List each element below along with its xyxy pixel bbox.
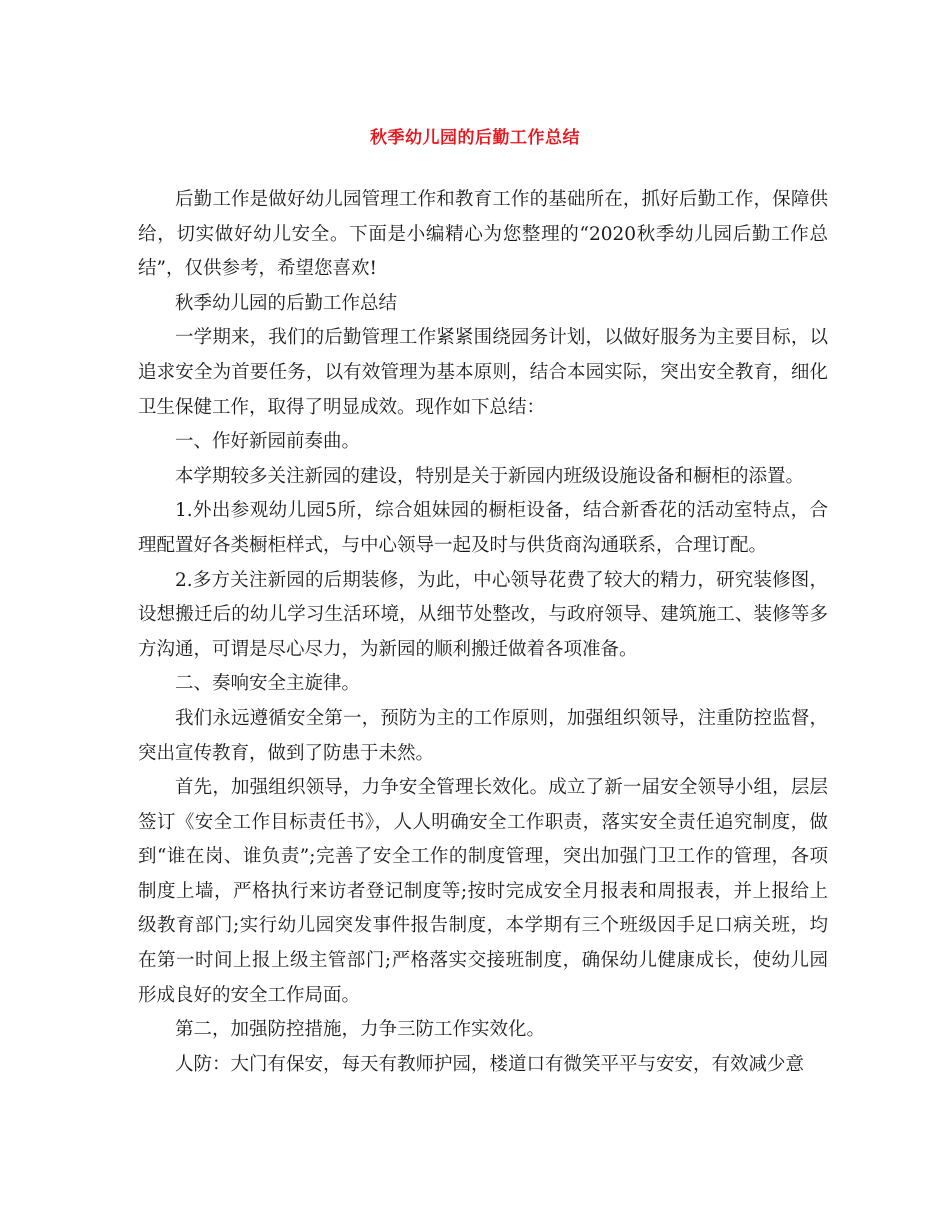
paragraph-intro: 后勤工作是做好幼儿园管理工作和教育工作的基础所在，抓好后勤工作，保障供给，切实做好幼儿安全。下面是小编精心为您整理的“2020秋季幼儿园后勤工作总结”，仅供参考，希望您喜欢! bbox=[138, 189, 828, 280]
document-title: 秋季幼儿园的后勤工作总结 bbox=[370, 128, 580, 148]
paragraph: 人防：大门有保安，每天有教师护园，楼道口有微笑平平与安安，有效减少意 bbox=[175, 1053, 805, 1075]
paragraph-overview: 一学期来，我们的后勤管理工作紧紧围绕园务计划，以做好服务为主要目标，以追求安全为首要任务，以有效管理为基本原则，结合本园实际，突出安全教育，细化卫生保健工作，取得了明显成效。现作如下总结： bbox=[138, 327, 828, 418]
section-heading-2: 二、奏响安全主旋律。 bbox=[175, 673, 361, 695]
paragraph: 第二，加强防控措施，力争三防工作实效化。 bbox=[175, 1019, 546, 1041]
section-heading-1: 一、作好新园前奏曲。 bbox=[175, 431, 361, 453]
paragraph-subtitle: 秋季幼儿园的后勤工作总结 bbox=[175, 292, 398, 314]
list-item: 2.多方关注新园的后期装修，为此，中心领导花费了较大的精力，研究装修图，设想搬迁后的幼儿学习生活环境，从细节处整改，与政府领导、建筑施工、装修等多方沟通，可谓是尽心尽力，为新园的顺利搬迁做着各项准备。 bbox=[138, 569, 828, 660]
document-body bbox=[138, 183, 828, 1082]
paragraph: 我们永远遵循安全第一，预防为主的工作原则，加强组织领导，注重防控监督，突出宣传教育，做到了防患于未然。 bbox=[138, 707, 828, 764]
paragraph: 首先，加强组织领导，力争安全管理长效化。成立了新一届安全领导小组，层层签订《安全工作目标责任书》，人人明确安全工作职责，落实安全责任追究制度，做到“谁在岗、谁负责”;完善了安全工作的制度管理，突出加强门卫工作的管理，各项制度上墙，严格执行来访者登记制度等;按时完成安全月报表和周报表，并上报给上级教育部门;实行幼儿园突发事件报告制度，本学期有三个班级因手足口病关班，均在第一时间上报上级主管部门;严格落实交接班制度，确保幼儿健康成长，使幼儿园形成良好的安全工作局面。 bbox=[138, 777, 828, 1006]
list-item: 1.外出参观幼儿园5所，综合姐妹园的橱柜设备，结合新香花的活动室特点，合理配置好各类橱柜样式，与中心领导一起及时与供货商沟通联系，合理订配。 bbox=[138, 500, 828, 556]
paragraph: 本学期较多关注新园的建设，特别是关于新园内班级设施设备和橱柜的添置。 bbox=[175, 465, 805, 487]
